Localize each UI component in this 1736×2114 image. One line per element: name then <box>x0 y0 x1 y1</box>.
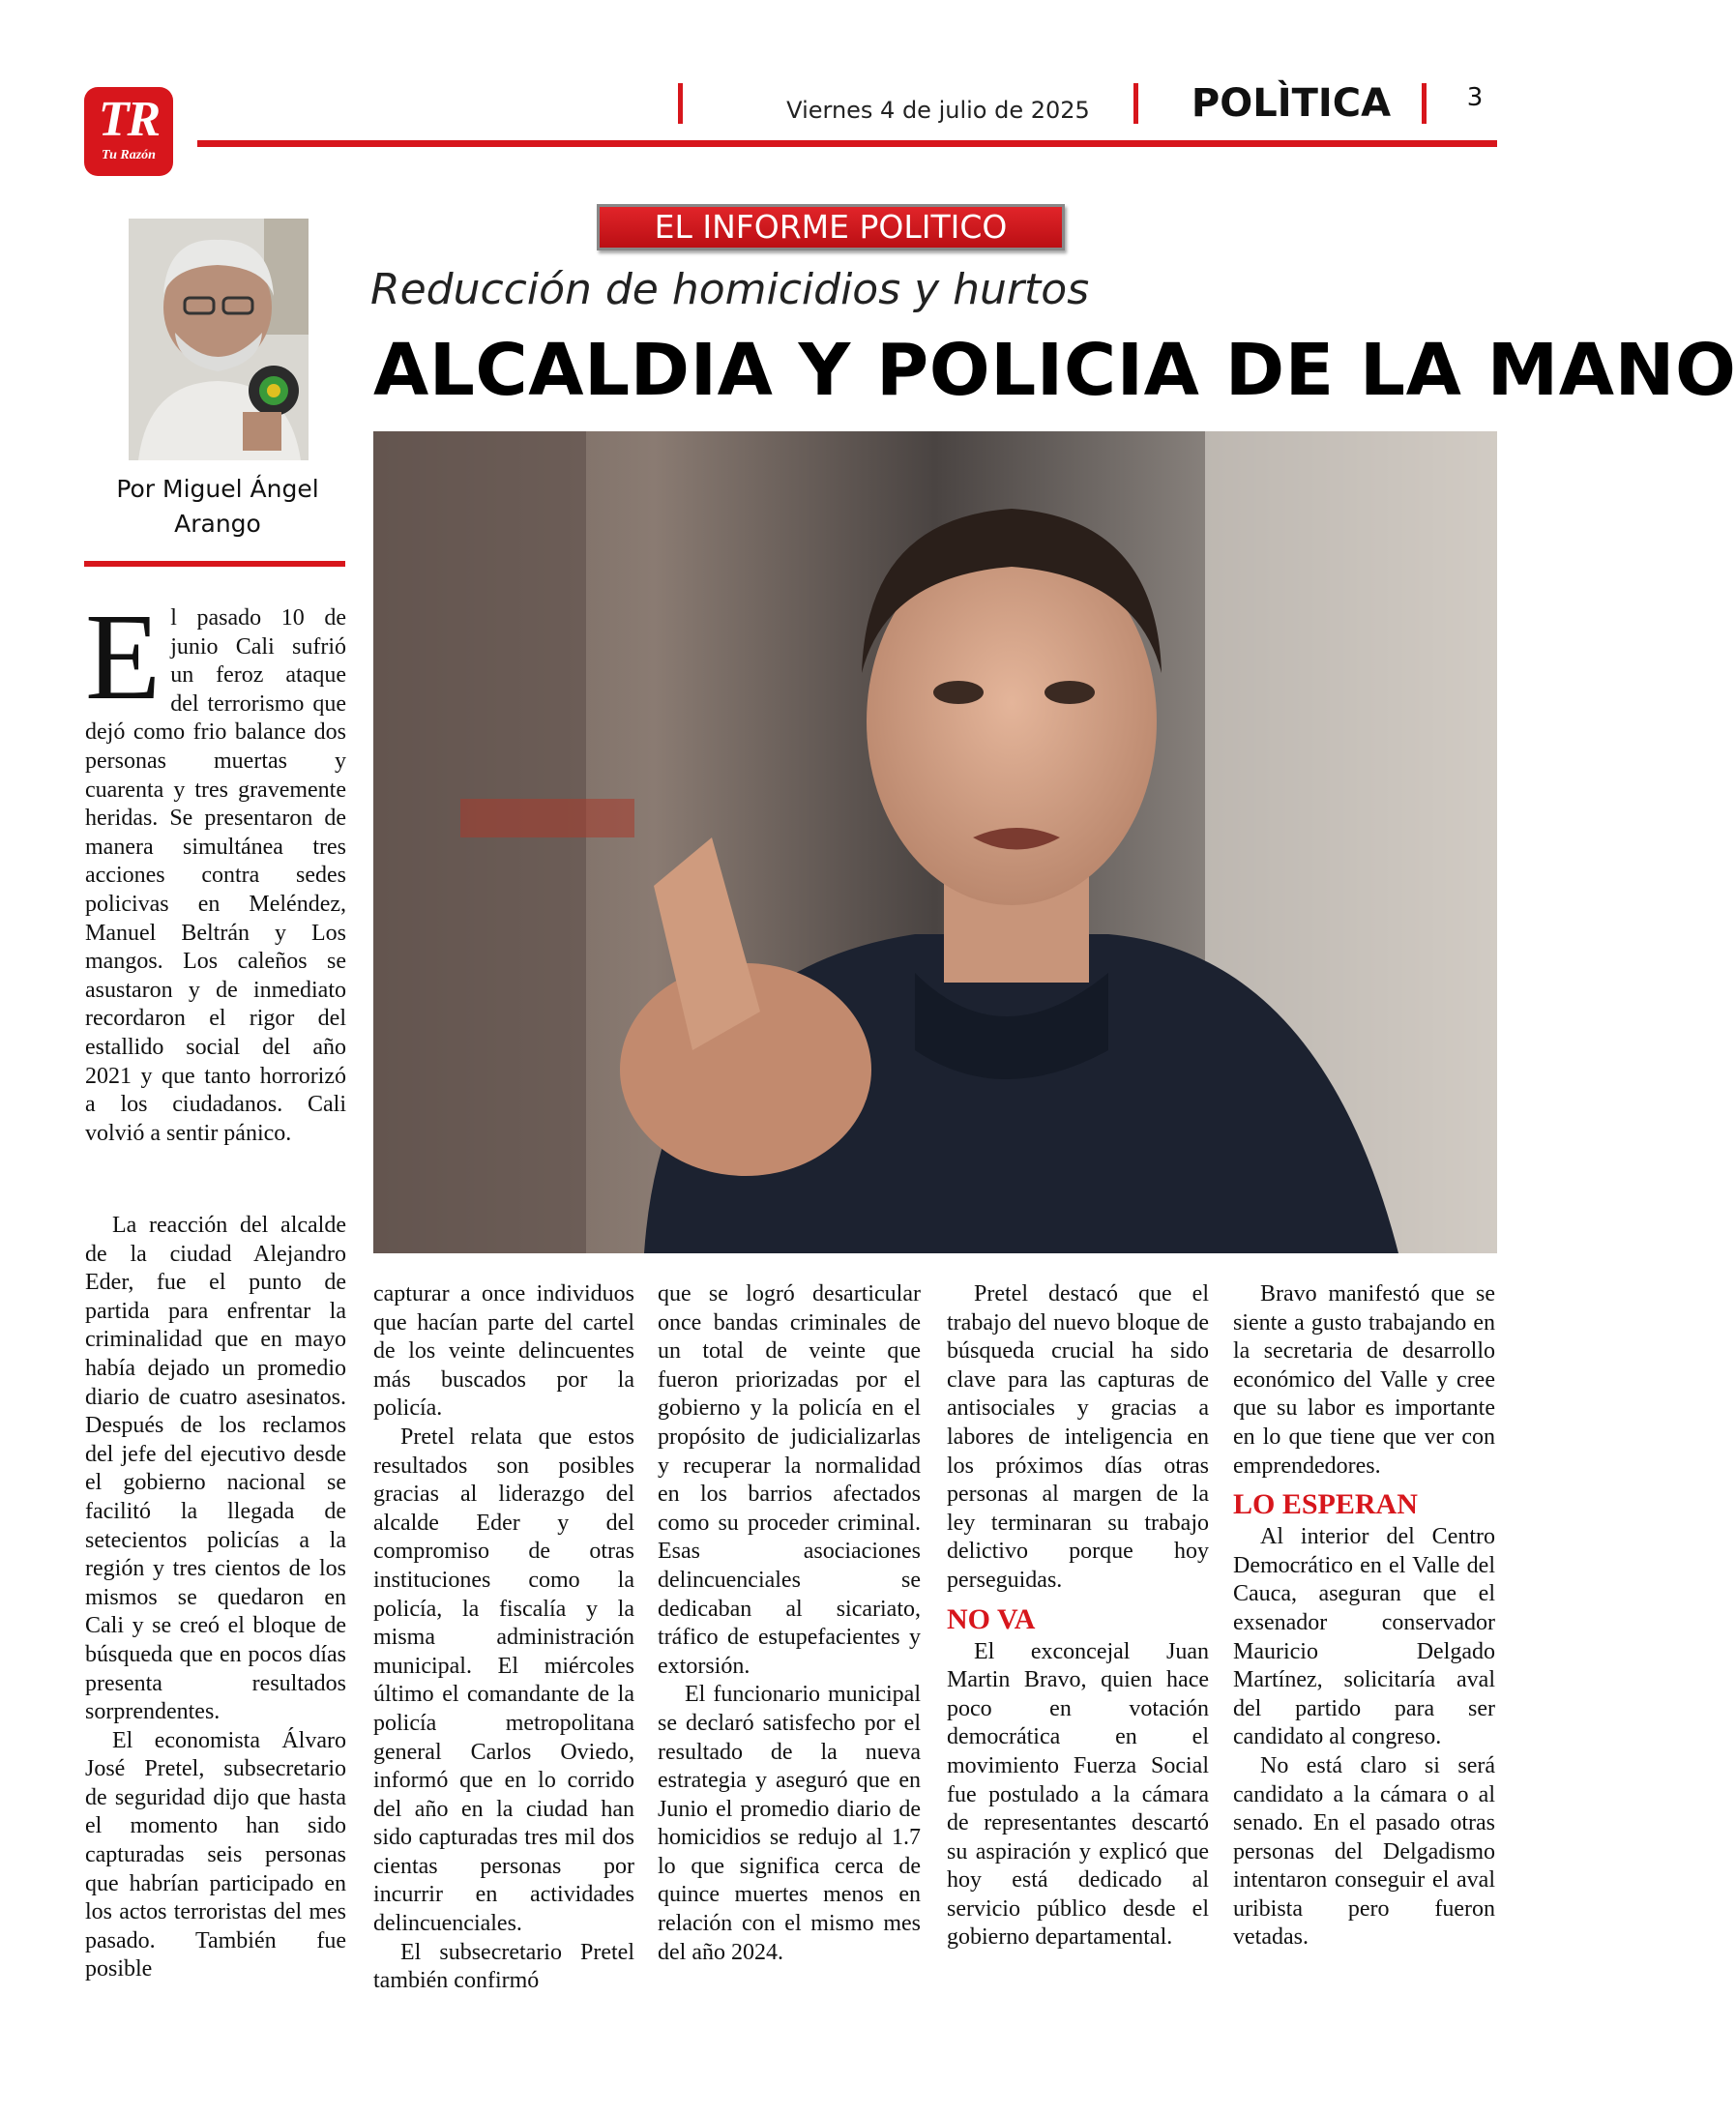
subheading-lo-esperan: LO ESPERAN <box>1233 1488 1418 1521</box>
article-paragraph: La reacción del alcalde de la ciudad Alejandro Eder, fue el punto de partida para enfrentar la criminalidad que en mayo había dejado un promedio diario de cuatro asesinatos. Después de los reclamos del jefe del ejecutivo desde el gobierno nacional se facilitó la llegada de setecientos policías a la región y tres cientos de los mismos se quedaron en Cali y se creó el bloque de búsqueda que en pocos días presenta resultados sorprendentes. <box>85 1213 346 1725</box>
article-column-1b <box>85 1212 346 1984</box>
header-rule <box>197 140 1497 147</box>
article-column-3 <box>658 1280 921 1967</box>
article-column-1a <box>85 588 346 1148</box>
main-photo-illustration <box>373 431 1497 1253</box>
drop-cap: E <box>85 588 162 725</box>
author-rule <box>84 561 345 567</box>
article-paragraph: que se logró desarticular once bandas criminales de un total de veinte que fueron priorizadas por el gobierno y la policía en el propósito de judicializarlas y recuperar la normalidad en los barrios afectados como su proceder criminal. Esas asociaciones delincuenciales se dedicaban al sicariato, tráfico de estupefacientes y extorsión. <box>658 1281 921 1679</box>
author-portrait-illustration <box>129 219 309 460</box>
header-divider <box>678 83 683 124</box>
logo-subtitle: Tu Razón <box>102 148 156 162</box>
page-number: 3 <box>1466 83 1484 112</box>
article-paragraph: El subsecretario Pretel también confirmó <box>373 1939 634 1994</box>
article-column-4 <box>947 1280 1209 1953</box>
article-paragraph: El economista Álvaro José Pretel, subsecretario de seguridad dijo que hasta el momento han sido capturadas seis personas que habrían participado en los actos terroristas del mes pasado. También fue posible <box>85 1727 346 1982</box>
author-byline: Por Miguel Ángel Arango <box>116 475 319 538</box>
header-divider <box>1422 83 1427 124</box>
article-paragraph: l pasado 10 de junio Cali sufrió un feroz ataque del terrorismo que dejó como frio balance dos personas muertas y cuarenta y tres gravemente heridas. Se presentaron de manera simultánea tres acciones contra sedes policivas en Meléndez, Manuel Beltrán y Los mangos. Los caleños se asustaron y de inmediato recordaron el rigor del estallido social del año 2021 y que tanto horrorizó a los ciudadanos. Cali volvió a sentir pánico. <box>85 605 346 1146</box>
author-photo <box>129 219 309 460</box>
article-headline: ALCALDIA Y POLICIA DE LA MANO <box>373 329 1736 412</box>
newspaper-logo <box>84 87 173 176</box>
article-paragraph: Pretel relata que estos resultados son posibles gracias al liderazgo del alcalde Eder y del compromiso de otras instituciones como la policía, la fiscalía y la misma administración municipal. El miércoles último el comandante de la policía metropolitana general Carlos Oviedo, informó que en lo corrido del año en la ciudad han sido capturadas tres mil dos cientas personas por incurrir en actividades delincuenciales. <box>373 1424 634 1937</box>
main-photo <box>373 431 1497 1253</box>
article-kicker: EL INFORME POLITICO <box>597 204 1065 250</box>
article-paragraph: Bravo manifestó que se siente a gusto trabajando en la secretaria de desarrollo económico del Valle y cree que su labor es importante en lo que tiene que ver con emprendedores. <box>1233 1281 1495 1479</box>
article-column-5 <box>1233 1280 1495 1953</box>
article-paragraph: Pretel destacó que el trabajo del nuevo bloque de búsqueda crucial ha sido clave para las capturas de antisociales y gracias a labores de inteligencia en los próximos días otras personas al margen de la ley terminaran su trabajo delictivo porque hoy perseguidas. <box>947 1281 1209 1593</box>
article-paragraph: No está claro si será candidato a la cámara o al senado. En el pasado otras personas del Delgadismo intentaron conseguir el aval uribista pero fueron vetadas. <box>1233 1752 1495 1951</box>
header-divider <box>1133 83 1138 124</box>
article-paragraph: El funcionario municipal se declaró satisfecho por el resultado de la nueva estrategia y aseguró que en Junio el promedio diario de homicidios se redujo al 1.7 lo que significa cerca de quince muertes menos en relación con el mismo mes del año 2024. <box>658 1682 921 1965</box>
section-name: POLÌTICA <box>1191 81 1392 126</box>
article-paragraph: capturar a once individuos que hacían parte del cartel de los veinte delincuentes más buscados por la policía. <box>373 1281 634 1422</box>
logo-letters: TR <box>98 92 160 147</box>
article-column-2 <box>373 1280 634 1996</box>
article-deck: Reducción de homicidios y hurtos <box>370 265 1090 314</box>
subheading-no-va: NO VA <box>947 1602 1036 1635</box>
issue-date: Viernes 4 de julio de 2025 <box>786 97 1090 124</box>
article-paragraph: El exconcejal Juan Martin Bravo, quien hace poco en votación democrática en el movimiento Fuerza Social fue postulado a la cámara de representantes descartó su aspiración y explicó que hoy está dedicado al servicio público desde el gobierno departamental. <box>947 1638 1209 1951</box>
article-paragraph: Al interior del Centro Democrático en el Valle del Cauca, aseguran que el exsenador conservador Mauricio Delgado Martínez, solicitaría aval del partido para ser candidato al congreso. <box>1233 1524 1495 1750</box>
